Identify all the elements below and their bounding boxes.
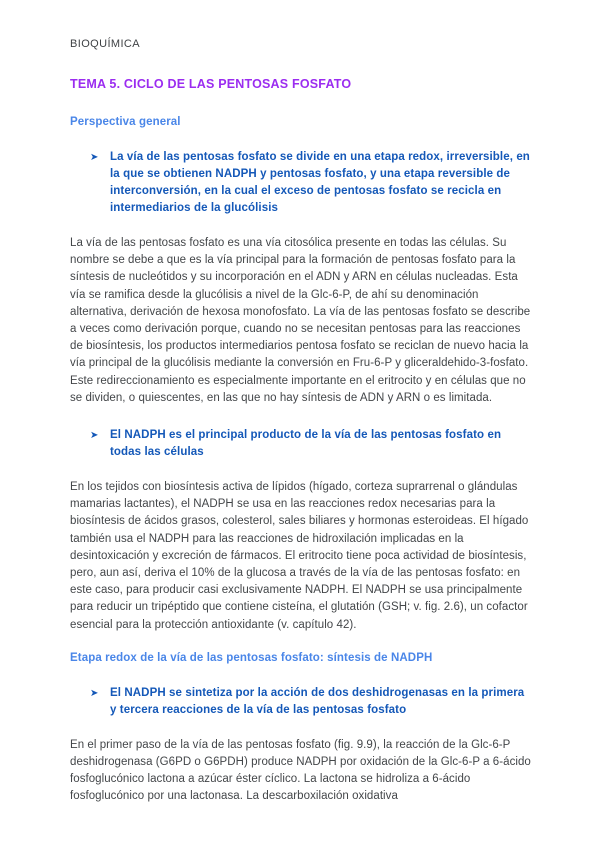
arrow-bullet-icon: ➤	[90, 687, 99, 699]
section-heading-perspectiva-general: Perspectiva general	[70, 116, 181, 128]
paragraph: En el primer paso de la vía de las pentosas fosfato (fig. 9.9), la reacción de la Glc-6-P deshidrogenasa (G6PD o G6PDH) produce NADPH por oxidación de la Glc-6-P a 6-ácido fosfoglucónico lactona a azúcar éster cíclico. La lactona se hidroliza a 6-ácido fosfoglucónico por una lactonasa. La descarboxilación oxidativa	[70, 738, 531, 803]
bullet-item	[70, 427, 532, 461]
arrow-bullet-icon: ➤	[90, 430, 99, 442]
bullet-item	[70, 685, 532, 719]
paragraph: La vía de las pentosas fosfato es una vía citosólica presente en todas las células. Su nombre se debe a que es la vía principal para la formación de pentosas fosfato para la síntesis de nucleótidos y su incorporación en el ADN y ARN en células nucleadas. Esta vía se ramifica desde la glucólisis a nivel de la Glc-6-P, de ahí su denominación alternativa, derivación de hexosa monofosfato. La vía de las pentosas fosfato se describe a veces como derivación porque, cuando no se necesitan pentosas para las reacciones de biosíntesis, los productos intermediarios pentosa fosfato se reciclan de nuevo hacia la vía principal de la glucólisis mediante la conversión en Fru-6-P y gliceraldehido-3-fosfato. Este redireccionamiento es especialmente importante en el eritrocito y en células que no se dividen, o quiescentes, en las que no hay síntesis de ADN y ARN o es limitada.	[70, 237, 531, 404]
course-name: BIOQUÍMICA	[70, 38, 141, 50]
bullet-text: La vía de las pentosas fosfato se divide en una etapa redox, irreversible, en la que se obtienen NADPH y pentosas fosfato, y una etapa reversible de interconversión, en la cual el exceso de pentosas fosfato se recicla en intermediarios de la glucólisis	[110, 151, 530, 214]
paragraph: En los tejidos con biosíntesis activa de lípidos (hígado, corteza suprarrenal o glándulas mamarias lactantes), el NADPH se usa en las reacciones redox necesarias para la biosíntesis de ácidos grasos, colesterol, sales biliares y hormonas esteroideas. El hígado también usa el NADPH para las reacciones de hidroxilación implicadas en la desintoxicación y excreción de fármacos. El eritrocito tiene poca actividad de biosíntesis, pero, aun así, deriva el 10% de la glucosa a través de la vía de las pentosas fosfato: en este caso, para producir casi exclusivamente NADPH. El NADPH se usa principalmente para reducir un tripéptido que contiene cisteína, el glutatión (GSH; v. fig. 2.6), un cofactor esencial para la protección antioxidante (v. capítulo 42).	[70, 481, 529, 631]
section-heading-etapa-redox: Etapa redox de la vía de las pentosas fosfato: síntesis de NADPH	[70, 651, 433, 664]
bullet-item	[70, 149, 532, 217]
bullet-text: El NADPH es el principal producto de la vía de las pentosas fosfato en todas las células	[110, 429, 502, 459]
bullet-text: El NADPH se sintetiza por la acción de dos deshidrogenasas en la primera y tercera reacciones de la vía de las pentosas fosfato	[110, 686, 525, 716]
page-title: TEMA 5. CICLO DE LAS PENTOSAS FOSFATO	[70, 77, 352, 91]
arrow-bullet-icon: ➤	[90, 152, 99, 163]
